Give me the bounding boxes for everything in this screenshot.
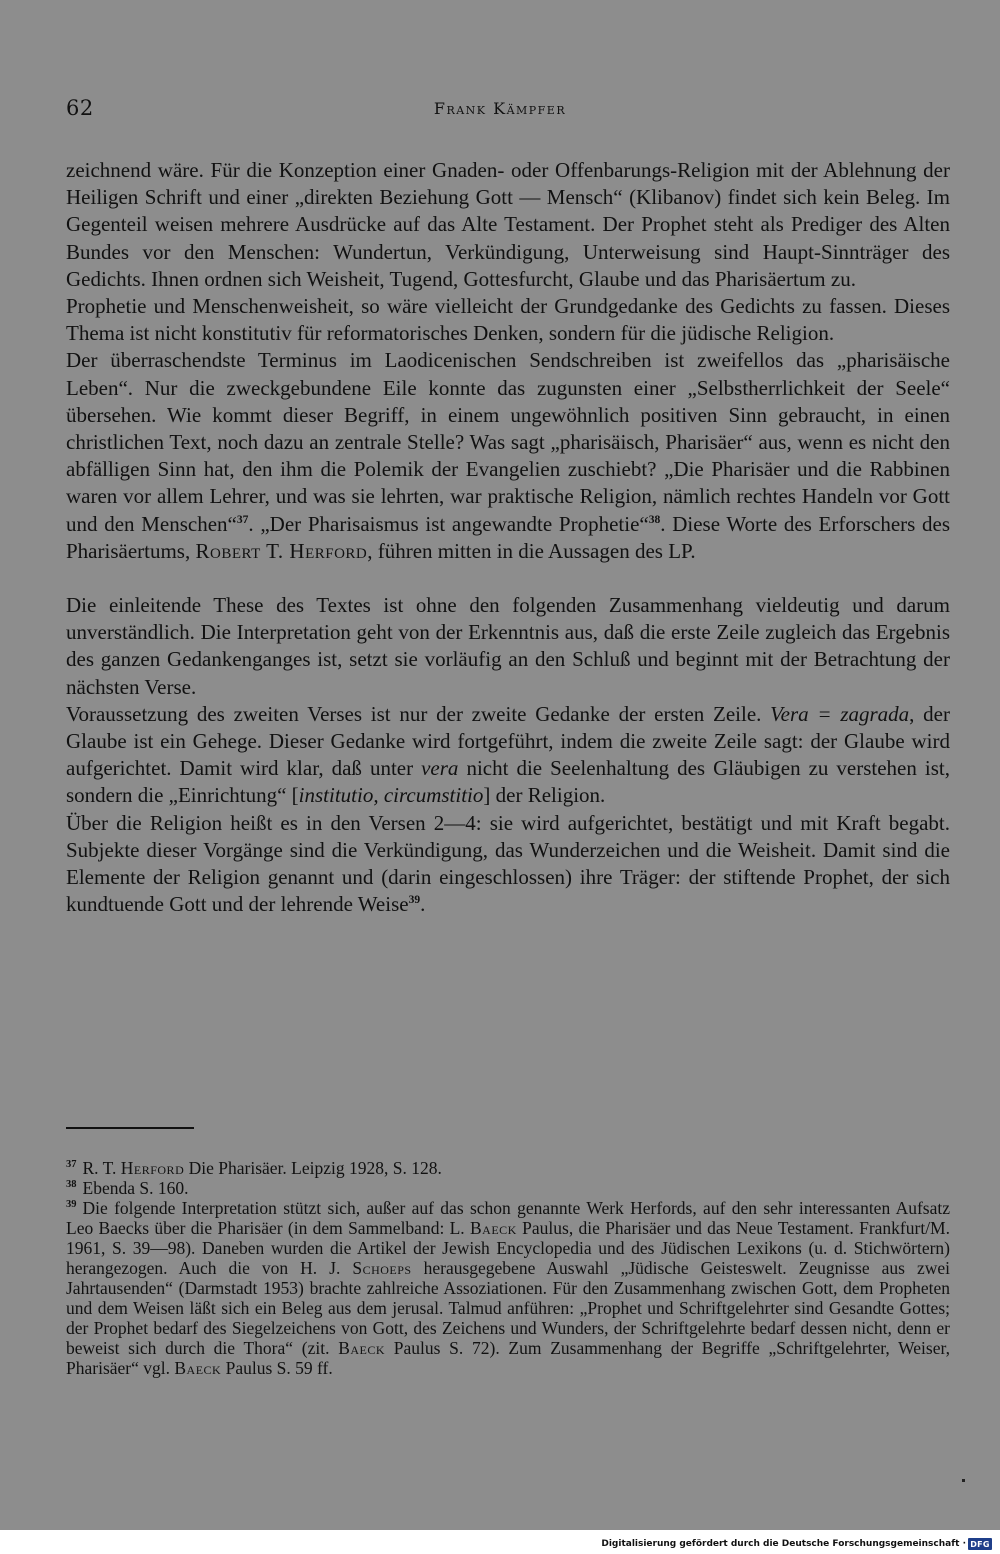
paragraph-3-part-d: , führen mitten in die Aussagen des LP. — [367, 538, 696, 563]
paragraph-5-part-d: ] der Religion. — [483, 783, 606, 808]
footnote-ref-37[interactable]: 37 — [236, 513, 249, 526]
funding-credit: Digitalisierung gefördert durch die Deutsche Forschungsgemeinschaft · — [601, 1539, 966, 1549]
paragraph-6-part-b: . — [420, 892, 426, 917]
footnote-text: Paulus, die Pharisäer und das Neue Testament. Frankfurt/M. 1961, S. 39—98). Daneben wurden die Artikel der Jewish Encyclopedia und des Jüdischen Lexikons (u. d. Stichwörtern) herangezogen. Auch die von H. J. — [66, 1218, 950, 1278]
paragraph-5-italic-1: Vera = zagrada — [770, 701, 910, 726]
digitization-footer — [601, 1537, 992, 1551]
footnote-author: Baeck — [470, 1218, 517, 1238]
page-number: 62 — [66, 96, 94, 120]
paragraph-3-part-b: . „Der Pharisaismus ist angewandte Prophetie“ — [248, 511, 649, 536]
paragraph-5-italic-3: institutio, circumstitio — [298, 783, 484, 808]
paragraph-5 — [66, 701, 950, 810]
footnote-number: 39 — [66, 1199, 77, 1211]
body-text — [66, 157, 950, 918]
footnote-author: Herford — [120, 1158, 185, 1178]
paragraph-3 — [66, 347, 950, 565]
paragraph-2: Prophetie und Menschenweisheit, so wäre vielleicht der Grundgedanke des Gedichts zu fassen. Dieses Thema ist nicht konstitutiv für reformatorisches Denken, sondern für die jüdische Religion. — [66, 294, 950, 346]
footnote-author: Schoeps — [352, 1258, 412, 1278]
footnote-text: R. T. — [82, 1158, 121, 1178]
footnote-author: Baeck — [338, 1338, 386, 1358]
running-head: Frank Kämpfer — [433, 99, 567, 118]
paragraph-5-part-c: nicht die Seelenhaltung des Gläubigen zu verstehen ist, sondern die „Einrichtung“ [ — [66, 756, 950, 808]
footnote-separator — [66, 1127, 194, 1129]
scan-speck — [962, 1479, 965, 1482]
footnote-number: 37 — [66, 1159, 77, 1171]
author-name-herford: Robert T. Herford — [195, 538, 368, 563]
paragraph-5-part-b: , der Glaube ist ein Gehege. Dieser Gedanke wird fortgeführt, indem die zweite Zeile sagt: der Glaube wird aufgerichtet. Damit wird klar, daß unter — [66, 701, 950, 781]
footnote-text: Die folgende Interpretation stützt sich, außer auf das schon genannte Werk Herfords, auf den sehr interessanten Aufsatz Leo Baecks über die Pharisäer (in dem Sammelband: L. — [66, 1198, 950, 1238]
paragraph-5-part-a: Voraussetzung des zweiten Verses ist nur der zweite Gedanke der ersten Zeile. — [66, 701, 771, 726]
dfg-logo-icon[interactable]: DFG — [968, 1538, 992, 1550]
footnote-author: Baeck — [174, 1358, 222, 1378]
paragraph-1: zeichnend wäre. Für die Konzeption einer Gnaden- oder Offenbarungs-Religion mit der Ablehnung der Heiligen Schrift und einer „direkten Beziehung Gott — Mensch“ (Klibanov) findet sich kein Beleg. Im Gegenteil weisen mehrere Ausdrücke auf das Alte Testament. Der Prophet steht als Prediger des Alten Bundes vor den Menschen: Wundertun, Verkündigung, Unterweisung sind Haupt-Sinnträger des Gedichts. Ihnen ordnen sich Weisheit, Tugend, Gottesfurcht, Glaube und das Pharisäertum zu. — [66, 158, 950, 291]
page-header — [66, 96, 934, 126]
paragraph-5-italic-2: vera — [421, 756, 459, 781]
footnote-text: Paulus S. 72). Zum Zusammenhang der Begriffe „Schriftgelehrter, Weiser, Pharisäer“ vgl. — [66, 1338, 950, 1378]
footnote-text: Die Pharisäer. Leipzig 1928, S. 128. — [184, 1158, 442, 1178]
footnote-38 — [66, 1178, 950, 1198]
footnote-37 — [66, 1158, 950, 1178]
footnote-ref-39[interactable]: 39 — [408, 894, 421, 907]
footnote-number: 38 — [66, 1179, 77, 1191]
footnotes — [66, 1158, 950, 1378]
footnote-39 — [66, 1198, 950, 1378]
footnote-text: Paulus S. 59 ff. — [221, 1358, 333, 1378]
paragraph-6-part-a: Über die Religion heißt es in den Versen 2—4: sie wird aufgerichtet, bestätigt und mit Kraft begabt. Subjekte dieser Vorgänge sind die Verkündigung, das Wunderzeichen und die Weisheit. Damit sind die Elemente der Religion genannt und (darin eingeschlossen) ihre Träger: der stiftende Prophet, der sich kundtuende Gott und der lehrende Weise — [66, 810, 950, 917]
paragraph-3-part-c: . Diese Worte des Erforschers des Pharisäertums, — [66, 511, 951, 563]
paragraph-3-part-a: Der überraschendste Terminus im Laodicenischen Sendschreiben ist zweifellos das „pharisäische Leben“. Nur die zweckgebundene Eile konnte das zugunsten einer „Selbstherrlichkeit der Seele“ übersehen. Wie kommt dieser Begriff, in einem ungewöhnlich positiven Sinn gebraucht, in einen christlichen Text, noch dazu an zentrale Stelle? Was sagt „pharisäisch, Pharisäer“ aus, wenn es nicht den abfälligen Sinn hat, den ihm die Polemik der Evangelien zuschiebt? „Die Pharisäer und die Rabbinen waren vor allem Lehrer, und was sie lehrten, war praktische Religion, nämlich rechtes Handeln vor Gott und den Menschen“ — [66, 348, 950, 536]
footnote-text: Ebenda S. 160. — [82, 1178, 189, 1198]
paragraph-6 — [66, 810, 950, 919]
footnote-ref-38[interactable]: 38 — [648, 513, 661, 526]
footnote-text: herausgegebene Auswahl „Jüdische Geisteswelt. Zeugnisse aus zwei Jahrtausenden“ (Darmstadt 1953) brachte zahlreiche Assoziationen. Für den Zusammenhang zwischen Gott, dem Propheten und dem Weisen läßt sich ein Beleg aus dem jerusal. Talmud anführen: „Prophet und Schriftgelehrter sind Gesandte Gottes; der Prophet bedarf des Siegelzeichens von Gott, des Zeichens und Wunders, der Schriftgelehrte bedarf dessen nicht, denn er beweist sich durch die Thora“ (zit. — [66, 1258, 950, 1358]
paragraph-4: Die einleitende These des Textes ist ohne den folgenden Zusammenhang vieldeutig und darum unverständlich. Die Interpretation geht von der Erkenntnis aus, daß die erste Zeile zugleich das Ergebnis des ganzen Gedankenganges ist, setzt sie vorläufig an den Schluß und beginnt mit der Betrachtung der nächsten Verse. — [66, 593, 950, 699]
